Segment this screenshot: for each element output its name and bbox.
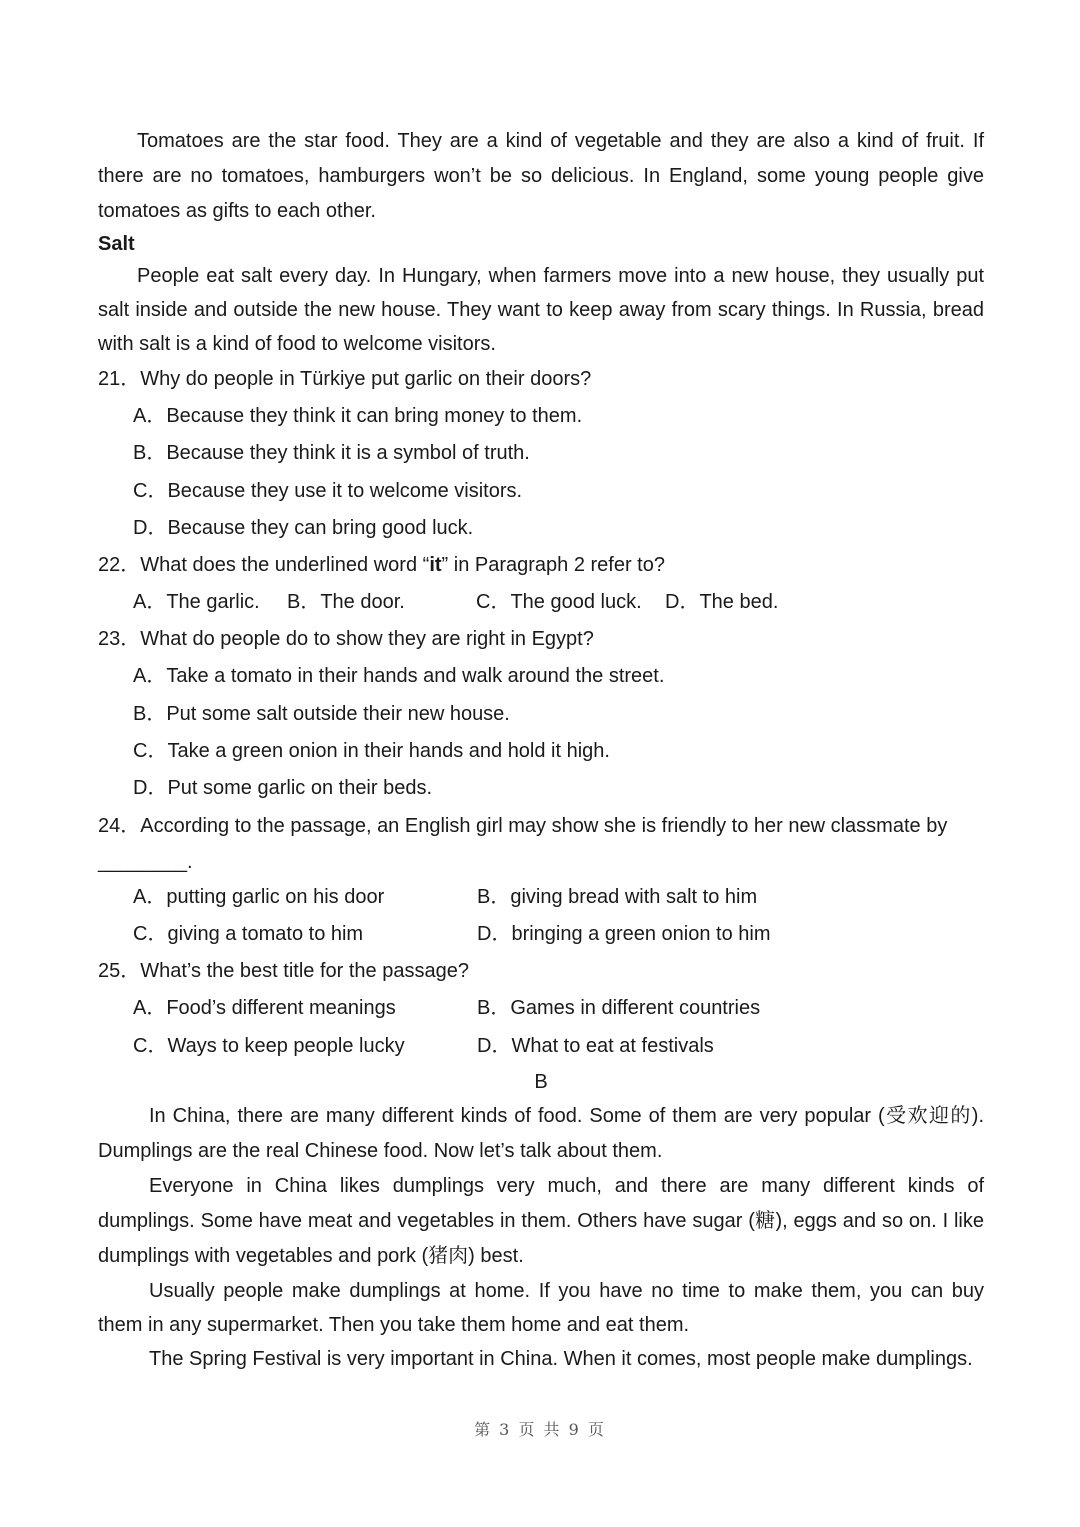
question-25-stem: 25．What’s the best title for the passage? <box>98 960 469 983</box>
question-22-stem <box>98 547 984 584</box>
section-b-paragraph-4: The Spring Festival is very important in China. When it comes, most people make dumplings. <box>149 1347 973 1370</box>
question-23-option-c: C．Take a green onion in their hands and hold it high. <box>133 740 610 763</box>
section-b-title: B <box>534 1070 548 1093</box>
section-b-paragraph-2: Everyone in China likes dumplings very much, and there are many different kinds of dumplings. Some have meat and vegetables in them. Others have sugar (糖), eggs and so on. I like dumplings with vegetables and pork (猪肉) best. <box>98 1174 984 1267</box>
question-23-option-b: B．Put some salt outside their new house. <box>133 702 510 725</box>
question-24-option-c: C．giving a tomato to him <box>133 922 364 945</box>
question-21-stem: 21．Why do people in Türkiye put garlic on their doors? <box>98 368 592 390</box>
question-24-options-row-2 <box>98 916 984 953</box>
question-25-option-a: A．Food’s different meanings <box>133 997 396 1020</box>
question-22-underlined-word: it <box>429 554 442 577</box>
question-21-option-d: D．Because they can bring good luck. <box>133 516 474 539</box>
section-b-paragraph-3: Usually people make dumplings at home. If you have no time to make them, you can buy them in any supermarket. Then you take them home and eat them. <box>98 1279 984 1336</box>
question-22-stem-after: ” in Paragraph 2 refer to? <box>441 554 665 577</box>
question-25 <box>98 953 984 1065</box>
question-22 <box>98 547 984 621</box>
question-25-option-b: B．Games in different countries <box>477 997 761 1020</box>
page-footer: 第 3 页 共 9 页 <box>474 1420 606 1439</box>
page-content <box>98 124 984 1376</box>
question-21-option-b: B．Because they think it is a symbol of truth. <box>133 442 530 465</box>
salt-heading: Salt <box>98 233 135 255</box>
question-22-option-b: B．The door. <box>287 591 405 614</box>
question-23-option-d: D．Put some garlic on their beds. <box>133 777 433 800</box>
question-25-options-row-2 <box>98 1028 984 1065</box>
question-24 <box>98 808 984 954</box>
question-24-blank: ________. <box>98 850 193 873</box>
question-25-option-d: D．What to eat at festivals <box>477 1034 714 1057</box>
question-22-option-c: C．The good luck. <box>476 591 642 614</box>
question-21-option-c: C．Because they use it to welcome visitors. <box>133 479 523 502</box>
question-22-option-a: A．The garlic. <box>133 591 260 614</box>
question-24-options-row-1 <box>98 879 984 916</box>
question-24-option-a: A．putting garlic on his door <box>133 885 385 908</box>
question-22-stem-before: 22．What does the underlined word “ <box>98 554 430 577</box>
question-22-option-d: D．The bed. <box>665 591 779 614</box>
question-24-option-d: D．bringing a green onion to him <box>477 922 771 945</box>
question-21-option-a: A．Because they think it can bring money to them. <box>133 405 583 427</box>
question-24-option-b: B．giving bread with salt to him <box>477 885 758 908</box>
question-24-stem: 24．According to the passage, an English girl may show she is friendly to her new classmate by <box>98 814 948 837</box>
question-21 <box>98 361 984 547</box>
question-23-stem: 23．What do people do to show they are right in Egypt? <box>98 628 594 651</box>
salt-paragraph: People eat salt every day. In Hungary, when farmers move into a new house, they usually put salt inside and outside the new house. They want to keep away from scary things. In Russia, bread with salt is a kind of food to welcome visitors. <box>98 265 984 355</box>
question-23-option-a: A．Take a tomato in their hands and walk around the street. <box>133 665 665 688</box>
question-23 <box>98 621 984 807</box>
section-b-paragraph-1: In China, there are many different kinds of food. Some of them are very popular (受欢迎的). Dumplings are the real Chinese food. Now let’s talk about them. <box>98 1104 984 1162</box>
tomato-paragraph: Tomatoes are the star food. They are a kind of vegetable and they are also a kind of fruit. If there are no tomatoes, hamburgers won’t be so delicious. In England, some young people give tomatoes as gifts to each other. <box>98 130 984 222</box>
question-25-options-row-1 <box>98 990 984 1027</box>
question-22-options <box>98 584 984 621</box>
question-25-option-c: C．Ways to keep people lucky <box>133 1034 405 1057</box>
